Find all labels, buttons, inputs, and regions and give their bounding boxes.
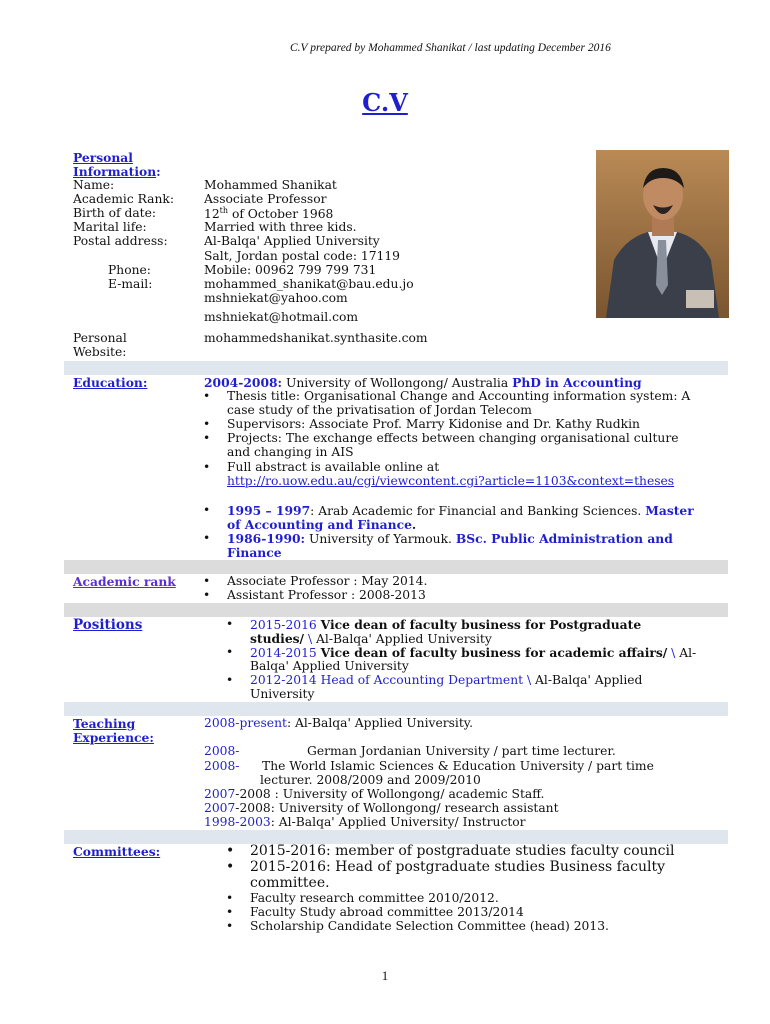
rank-item: • Associate Professor : May 2014. (227, 574, 427, 588)
birth-sup: th (219, 206, 229, 215)
p2-org-2: Balqa' Applied University (250, 659, 409, 673)
p2-org-1: Al- (679, 646, 697, 660)
p2-title: Vice dean of faculty business for academic affairs/ (320, 645, 668, 660)
bsc-years: 1986-1990: (227, 531, 306, 546)
label-website-1: Personal (73, 331, 127, 345)
p3-text: 2012-2014 Head of Accounting Department \ (250, 673, 536, 687)
label-birth: Birth of date: (73, 206, 157, 220)
position-1 (250, 617, 641, 632)
value-marital: Married with three kids. (204, 220, 357, 234)
committees-heading: Committees: (73, 844, 161, 859)
committee-item-cont: committee. (250, 875, 330, 891)
value-email-2[interactable]: mshniekat@yahoo.com (204, 291, 348, 305)
value-email-1[interactable]: mohammed_shanikat@bau.edu.jo (204, 277, 414, 291)
personal-heading-1: Personal (73, 150, 133, 165)
divider-band (64, 702, 728, 716)
value-rank: Associate Professor (204, 192, 327, 206)
masters-text: : Arab Academic for Financial and Banking Sciences. (310, 504, 646, 518)
label-email: E-mail: (108, 277, 153, 291)
personal-heading (73, 164, 161, 179)
personal-heading-2: Information (73, 164, 157, 179)
p1-sep: \ (304, 632, 317, 646)
p3-org-2: University (250, 687, 315, 701)
p1-years: 2015-2016 (250, 618, 321, 632)
t1-text: : Al-Balqa' Applied University. (286, 716, 474, 730)
t5-text: -2008: University of Wollongong/ research assistant (235, 801, 559, 815)
masters-years: 1995 – 1997 (227, 503, 311, 518)
label-rank: Academic Rank: (73, 192, 175, 206)
value-name: Mohammed Shanikat (204, 178, 337, 192)
phd-years: 2004-2008: (204, 375, 283, 390)
committee-item: • Faculty Study abroad committee 2013/2014 (250, 905, 524, 919)
masters-line-2 (227, 517, 416, 532)
academic-rank-heading: Academic rank (73, 574, 176, 589)
divider-band (64, 361, 728, 375)
value-address-2: Salt, Jordan postal code: 17119 (204, 249, 400, 263)
header-note: C.V prepared by Mohammed Shanikat / last updating December 2016 (290, 42, 611, 54)
birth-day: 12 (204, 207, 220, 222)
masters-degree-1: Master (645, 503, 694, 518)
education-heading: Education: (73, 375, 148, 390)
edu-bullet: • Projects: The exchange effects between changing organisational culture (227, 431, 678, 445)
masters-line (227, 503, 694, 518)
t5-years: 2007 (204, 801, 236, 815)
divider-band (64, 830, 728, 844)
position-1-cont (250, 631, 492, 646)
t3-text: The World Islamic Sciences & Education University / part time (262, 759, 654, 773)
divider-band (64, 560, 728, 574)
p1-org: Al-Balqa' Applied University (316, 632, 492, 646)
value-website[interactable]: mohammedshanikat.synthasite.com (204, 331, 428, 345)
t3-text-2: lecturer. 2008/2009 and 2009/2010 (260, 773, 481, 787)
bsc-degree-1: BSc. Public Administration and (455, 531, 673, 546)
t6-text: : Al-Balqa' Applied University/ Instructor (270, 815, 526, 829)
committee-item: • Scholarship Candidate Selection Committee (head) 2013. (250, 919, 609, 933)
birth-rest: of October 1968 (228, 207, 334, 222)
label-marital: Marital life: (73, 220, 147, 234)
label-name: Name: (73, 178, 115, 192)
bsc-text: University of Yarmouk. (305, 532, 456, 546)
p2-years: 2014-2015 (250, 646, 321, 660)
personal-heading-colon: : (156, 164, 161, 179)
positions-heading: Positions (73, 617, 143, 633)
t2-text: German Jordanian University / part time lecturer. (307, 744, 616, 758)
rank-item: • Assistant Professor : 2008-2013 (227, 588, 426, 602)
label-website-2: Website: (73, 345, 127, 359)
bsc-degree-2: Finance (227, 545, 282, 560)
profile-photo (596, 150, 729, 318)
phd-line (204, 375, 642, 390)
edu-bullet: • Full abstract is available online at (227, 460, 439, 474)
masters-degree-2: of Accounting and Finance (227, 517, 412, 532)
t4-text: -2008 : University of Wollongong/ academic Staff. (235, 787, 545, 801)
value-email-3[interactable]: mshniekat@hotmail.com (204, 310, 359, 324)
edu-bullet-cont: and changing in AIS (227, 445, 354, 459)
value-phone: Mobile: 00962 799 799 731 (204, 263, 377, 277)
teaching-heading-2: Experience: (73, 730, 154, 745)
teaching-1 (204, 716, 473, 730)
teaching-4 (204, 787, 544, 801)
phd-degree: PhD in Accounting (512, 375, 642, 390)
teaching-6 (204, 815, 526, 829)
t2-years: 2008- (204, 744, 240, 758)
teaching-5 (204, 801, 559, 815)
page-title: C.V (362, 88, 408, 117)
page-number: 1 (381, 968, 389, 983)
t6-years: 1998-2003 (204, 815, 271, 829)
label-phone: Phone: (108, 263, 151, 277)
t3-years: 2008- (204, 759, 240, 773)
thesis-link[interactable] (227, 474, 674, 488)
p3-org-1: Al-Balqa' Applied (535, 673, 643, 687)
edu-bullet: • Thesis title: Organisational Change and Accounting information system: A (227, 389, 690, 403)
bsc-line (227, 531, 673, 546)
position-2 (250, 645, 696, 660)
p2-sep: \ (667, 646, 680, 660)
committee-item: • 2015-2016: Head of postgraduate studies Business faculty (250, 859, 665, 875)
committee-item: • Faculty research committee 2010/2012. (250, 891, 499, 905)
edu-bullet: • Supervisors: Associate Prof. Marry Kidonise and Dr. Kathy Rudkin (227, 417, 640, 431)
label-address: Postal address: (73, 234, 168, 248)
p1-title-1: Vice dean of faculty business for Postgraduate (320, 617, 642, 632)
divider-band (64, 603, 728, 617)
value-address-1: Al-Balqa' Applied University (204, 234, 380, 248)
t4-years: 2007 (204, 787, 236, 801)
committee-item: • 2015-2016: member of postgraduate studies faculty council (250, 843, 674, 859)
p1-title-2: studies/ (250, 631, 305, 646)
edu-bullet-cont: case study of the privatisation of Jordan Telecom (227, 403, 532, 417)
t1-years: 2008-present (204, 716, 287, 730)
masters-dot: . (411, 517, 417, 532)
teaching-heading-1: Teaching (73, 716, 136, 731)
position-3 (250, 673, 642, 687)
thesis-link-text[interactable]: http://ro.uow.edu.au/cgi/viewcontent.cgi?article=1103&context=theses (227, 474, 675, 488)
value-birth (204, 206, 333, 221)
phd-uni: University of Wollongong/ Australia (282, 376, 513, 390)
